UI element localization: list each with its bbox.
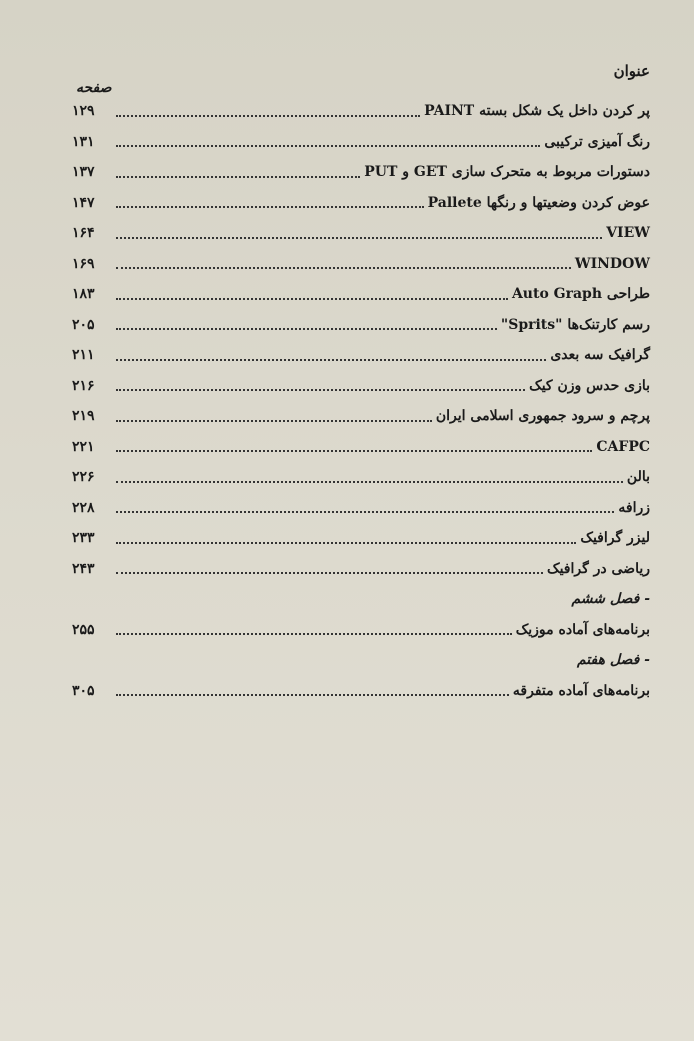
entry-title: CAFPC xyxy=(596,438,650,455)
toc-entry xyxy=(72,493,650,524)
page-number: ۲۴۳ xyxy=(72,560,95,577)
dot-leader xyxy=(116,358,546,361)
page-number: ۱۴۷ xyxy=(72,194,95,211)
page-number: ۱۶۹ xyxy=(72,255,95,272)
toc-entry xyxy=(72,157,650,188)
entry-title: ریاضی در گرافیک xyxy=(547,560,650,577)
page-number: ۲۲۶ xyxy=(72,469,95,486)
page-number: ۲۵۵ xyxy=(72,621,95,638)
page-number: ۱۲۹ xyxy=(72,103,95,120)
entry-title: طراحی Auto Graph xyxy=(511,286,650,303)
toc-entry xyxy=(72,96,650,127)
page-number: ۲۱۹ xyxy=(72,408,95,425)
dot-leader xyxy=(116,144,540,147)
page-number: ۲۰۵ xyxy=(72,316,95,333)
page-column-heading: صفحه xyxy=(76,80,112,96)
toc-entry xyxy=(72,371,650,402)
page-number: ۲۱۱ xyxy=(72,347,95,364)
page-number: ۲۳۳ xyxy=(72,530,95,547)
toc-entry xyxy=(72,462,650,493)
dot-leader xyxy=(116,236,602,239)
dot-leader xyxy=(116,419,432,422)
entry-title: برنامه‌های آماده متفرقه xyxy=(512,682,650,699)
entry-title: رنگ آمیزی ترکیبی xyxy=(544,133,650,150)
dot-leader xyxy=(116,541,576,544)
entry-title: بازی حدس وزن کیک xyxy=(529,377,650,394)
page-number: ۲۲۸ xyxy=(72,499,95,516)
toc-entry xyxy=(72,249,650,280)
entry-title: گرافیک سه بعدی xyxy=(550,347,650,364)
entry-title: عوض کردن وضعیتها و رنگها Pallete xyxy=(427,194,650,211)
dot-leader xyxy=(116,632,512,635)
entry-title: زرافه xyxy=(618,499,650,516)
entry-title: - فصل هفتم xyxy=(576,652,650,669)
dot-leader xyxy=(116,266,571,269)
toc-entry xyxy=(72,218,650,249)
chapter-heading xyxy=(72,645,650,676)
entry-title: دستورات مربوط به متحرک سازی GET و PUT xyxy=(364,164,650,181)
toc-entry xyxy=(72,340,650,371)
page-number: ۳۰۵ xyxy=(72,682,95,699)
dot-leader xyxy=(116,603,567,604)
dot-leader xyxy=(116,205,424,208)
dot-leader xyxy=(116,693,509,696)
page-number: ۱۳۷ xyxy=(72,164,95,181)
entry-title: - فصل ششم xyxy=(571,591,650,608)
entry-title: WINDOW xyxy=(574,255,650,272)
entry-title: بالن xyxy=(626,469,650,486)
toc-entry xyxy=(72,432,650,463)
dot-leader xyxy=(116,664,573,665)
toc-entry xyxy=(72,523,650,554)
toc-entry xyxy=(72,279,650,310)
dot-leader xyxy=(116,297,508,300)
table-of-contents xyxy=(72,96,650,706)
dot-leader xyxy=(116,388,525,391)
toc-entry xyxy=(72,554,650,585)
toc-entry xyxy=(72,401,650,432)
toc-entry xyxy=(72,615,650,646)
dot-leader xyxy=(116,327,497,330)
chapter-heading xyxy=(72,584,650,615)
dot-leader xyxy=(116,449,592,452)
entry-title: لیزر گرافیک xyxy=(580,530,650,547)
page-number: ۱۳۱ xyxy=(72,133,95,150)
toc-entry xyxy=(72,188,650,219)
toc-entry xyxy=(72,127,650,158)
toc-entry xyxy=(72,310,650,341)
entry-title: برنامه‌های آماده موزیک xyxy=(515,621,650,638)
entry-title: پر کردن داخل یک شکل بسته PAINT xyxy=(424,103,650,120)
dot-leader xyxy=(116,480,623,483)
entry-title: VIEW xyxy=(606,225,650,242)
page-number: ۲۲۱ xyxy=(72,438,95,455)
dot-leader xyxy=(116,571,543,574)
page-number: ۱۶۴ xyxy=(72,225,95,242)
dot-leader xyxy=(116,175,360,178)
dot-leader xyxy=(116,114,420,117)
toc-entry xyxy=(72,676,650,707)
entry-title: رسم کارتنک‌ها "Sprits" xyxy=(500,316,650,333)
page-number: ۲۱۶ xyxy=(72,377,95,394)
title-column-heading: عنوان xyxy=(613,62,650,80)
dot-leader xyxy=(116,510,614,513)
page-number: ۱۸۳ xyxy=(72,286,95,303)
entry-title: پرچم و سرود جمهوری اسلامی ایران xyxy=(435,408,650,425)
